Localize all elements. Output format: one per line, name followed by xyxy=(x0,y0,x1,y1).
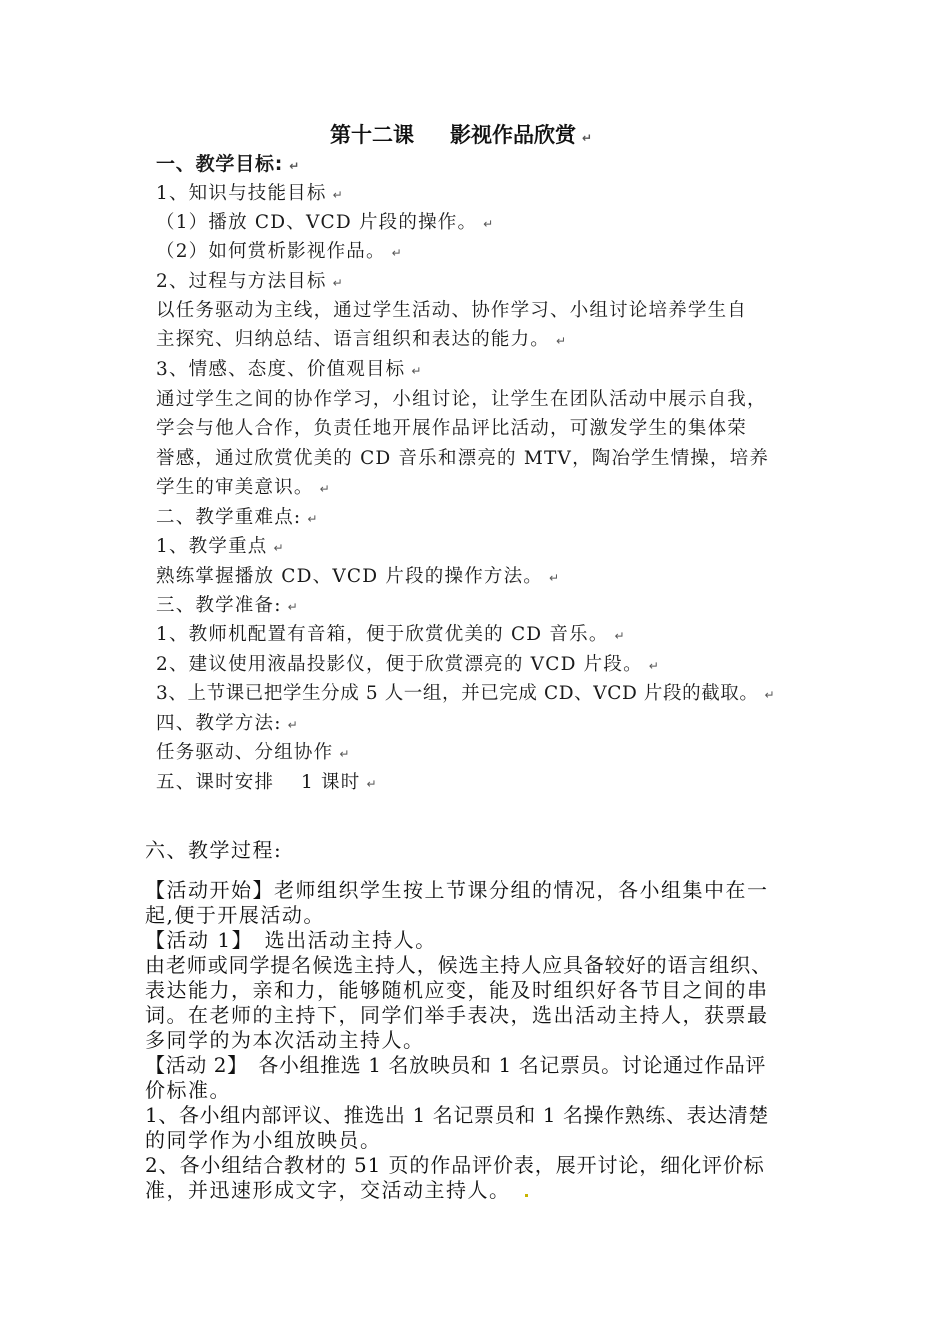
process-step2-line1: 2、各小组结合教材的 51 页的作品评价表，展开讨论，细化评价标 xyxy=(145,1153,765,1177)
return-mark-icon: ↵ xyxy=(483,217,494,231)
return-mark-icon: ↵ xyxy=(339,747,350,761)
return-mark-icon: ↵ xyxy=(332,188,343,202)
methods-heading: 四、教学方法: ↵ xyxy=(156,713,298,734)
return-mark-icon: ↵ xyxy=(366,777,377,791)
objectives-heading: 一、教学目标: ↵ xyxy=(156,153,300,175)
process-act1-line1: 由老师或同学提名候选主持人，候选主持人应具备较好的语言组织、 xyxy=(145,953,772,977)
process-step2-line2: 准，并迅速形成文字，交活动主持人。 xyxy=(145,1178,528,1203)
process-act1-title: 【活动 1】 选出活动主持人。 xyxy=(145,928,437,952)
return-mark-icon: ↵ xyxy=(319,482,330,496)
return-mark-icon: ↵ xyxy=(556,334,567,348)
preparation-item2: 2、建议使用液晶投影仪，便于欣赏漂亮的 VCD 片段。 ↵ xyxy=(156,654,659,675)
keypoints-text: 熟练掌握播放 CD、VCD 片段的操作方法。 ↵ xyxy=(156,566,560,587)
preparation-item3: 3、上节课已把学生分成 5 人一组，并已完成 CD、VCD 片段的截取。 ↵ xyxy=(156,683,775,704)
process-start-line2: 起,便于开展活动。 xyxy=(145,903,325,927)
return-mark-icon: ↵ xyxy=(582,131,593,145)
objectives-para3-line3: 誉感，通过欣赏优美的 CD 音乐和漂亮的 MTV，陶冶学生情操，培养 xyxy=(156,448,770,469)
process-act2-line1: 【活动 2】 各小组推选 1 名放映员和 1 名记票员。讨论通过作品评 xyxy=(145,1053,766,1077)
objectives-sub1: 1、知识与技能目标 ↵ xyxy=(156,183,343,204)
methods-text: 任务驱动、分组协作 ↵ xyxy=(156,742,350,763)
return-mark-icon: ↵ xyxy=(287,600,298,614)
process-act1-line2: 表达能力，亲和力，能够随机应变，能及时组织好各节目之间的串 xyxy=(145,978,769,1002)
return-mark-icon: ↵ xyxy=(549,571,560,585)
schedule-heading: 五、课时安排 1 课时 ↵ xyxy=(156,772,377,793)
return-mark-icon: ↵ xyxy=(648,659,659,673)
objectives-item2: （2）如何赏析影视作品。 ↵ xyxy=(156,241,402,262)
objectives-sub3: 3、情感、态度、价值观目标 ↵ xyxy=(156,359,422,380)
objectives-para3-line1: 通过学生之间的协作学习，小组讨论，让学生在团队活动中展示自我， xyxy=(156,389,767,410)
preparation-heading: 三、教学准备: ↵ xyxy=(156,595,298,616)
objectives-sub2: 2、过程与方法目标 ↵ xyxy=(156,271,343,292)
objectives-para3-line4: 学生的审美意识。 ↵ xyxy=(156,477,330,498)
return-mark-icon: ↵ xyxy=(289,159,300,173)
return-mark-icon: ↵ xyxy=(332,276,343,290)
return-mark-icon: ↵ xyxy=(614,629,625,643)
keypoints-sub1: 1、教学重点 ↵ xyxy=(156,536,284,557)
process-act1-line3: 词。在老师的主持下，同学们举手表决，选出活动主持人，获票最 xyxy=(145,1003,769,1027)
objectives-para2-line1: 以任务驱动为主线，通过学生活动、协作学习、小组讨论培养学生自 xyxy=(156,300,748,321)
lesson-title xyxy=(330,121,592,152)
process-act1-line4: 多同学的为本次活动主持人。 xyxy=(145,1028,425,1052)
return-mark-icon: ↵ xyxy=(287,718,298,732)
lesson-name: 影视作品欣赏 xyxy=(450,123,576,147)
process-start-line1: 【活动开始】老师组织学生按上节课分组的情况，各小组集中在一 xyxy=(145,878,769,902)
lesson-number: 第十二课 xyxy=(330,123,414,147)
objectives-para3-line2: 学会与他人合作，负责任地开展作品评比活动，可激发学生的集体荣 xyxy=(156,418,748,439)
process-step1-line2: 的同学作为小组放映员。 xyxy=(145,1128,382,1152)
process-heading: 六、教学过程: xyxy=(145,838,283,862)
return-mark-icon: ↵ xyxy=(307,512,318,526)
keypoints-heading: 二、教学重难点: ↵ xyxy=(156,507,318,528)
preparation-item1: 1、教师机配置有音箱，便于欣赏优美的 CD 音乐。 ↵ xyxy=(156,624,625,645)
objectives-item1: （1）播放 CD、VCD 片段的操作。 ↵ xyxy=(156,212,494,233)
return-mark-icon: ↵ xyxy=(411,364,422,378)
process-step1-line1: 1、各小组内部评议、推选出 1 名记票员和 1 名操作熟练、表达清楚 xyxy=(145,1103,770,1127)
return-mark-icon: ↵ xyxy=(273,541,284,555)
return-mark-icon: ↵ xyxy=(391,246,402,260)
objectives-para2-line2: 主探究、归纳总结、语言组织和表达的能力。 ↵ xyxy=(156,329,567,350)
highlight-dot-icon xyxy=(525,1194,528,1197)
return-mark-icon: ↵ xyxy=(764,688,775,702)
process-act2-line2: 价标准。 xyxy=(145,1078,231,1102)
